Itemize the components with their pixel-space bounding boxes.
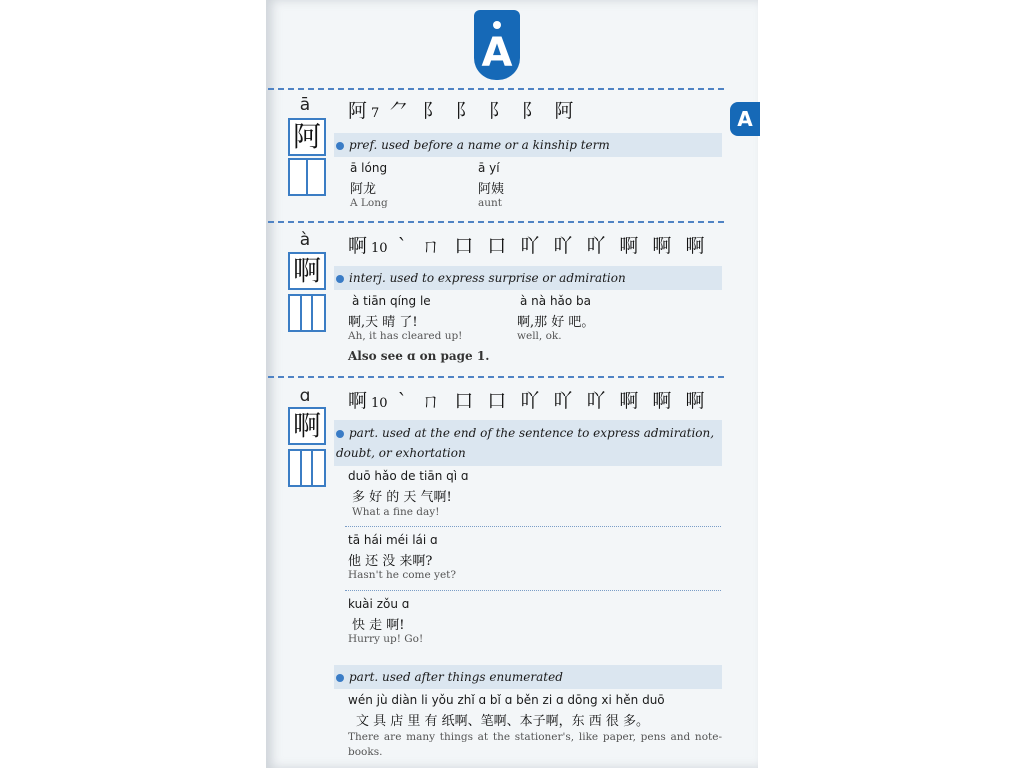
stroke-order [348, 96, 578, 123]
example-pinyin: ā lóng [350, 161, 388, 175]
stroke-count: 7 [371, 106, 380, 121]
headword-pinyin: à [299, 230, 311, 250]
definition-text: part. used at the end of the sentence to express admiration, doubt, or exhortation [336, 426, 715, 460]
example-hanzi: 文 具 店 里 有 纸啊、笔啊、本子啊，东 西 很 多。 [356, 714, 650, 729]
bullet-icon [336, 275, 344, 283]
stroke-sequence: ˋ ㄇ 口 口 吖 吖 吖 啊 啊 啊 [397, 390, 709, 412]
side-index-tab[interactable]: A [730, 102, 760, 136]
example-hanzi: 啊,天 晴 了! [348, 315, 418, 330]
bullet-icon [336, 674, 344, 682]
bullet-icon [336, 430, 344, 438]
example-hanzi: 阿姨 [478, 182, 505, 197]
example-pinyin: ā yí [478, 161, 500, 175]
writing-grid [288, 294, 326, 332]
definition [336, 268, 720, 288]
stroke-char: 啊 [348, 390, 372, 412]
example-pinyin: à tiān qíng le [352, 294, 431, 308]
example-pinyin: wén jù diàn li yǒu zhǐ ɑ bǐ ɑ běn zi ɑ dōng xi hěn duō [348, 693, 665, 707]
example-english: well, ok. [517, 330, 562, 342]
stroke-char: 啊 [348, 235, 372, 257]
example-hanzi: 多 好 的 天 气啊! [352, 490, 452, 505]
example-english: Hasn't he come yet? [348, 569, 457, 581]
example-english: There are many things at the stationer's, like paper, pens and note-books. [348, 731, 722, 758]
headword-character: 啊 [288, 252, 326, 290]
example-pinyin: duō hǎo de tiān qì ɑ [348, 469, 469, 483]
example-divider [345, 526, 721, 527]
example-english: Hurry up! Go! [348, 633, 424, 645]
example-english: What a fine day! [352, 506, 440, 518]
entry-separator [268, 376, 724, 378]
headword-character: 啊 [288, 407, 326, 445]
example-english: A Long [350, 197, 388, 209]
definition-text: pref. used before a name or a kinship term [349, 138, 610, 152]
stroke-order [348, 386, 708, 413]
example-divider [345, 590, 721, 591]
entry-separator [268, 88, 724, 90]
badge-dot [493, 21, 501, 29]
example-english: Ah, it has cleared up! [348, 330, 463, 342]
definition [336, 423, 720, 463]
example-pinyin: tā hái méi lái ɑ [348, 533, 438, 547]
example-hanzi: 快 走 啊! [352, 618, 405, 633]
stroke-char: 阿 [348, 100, 372, 122]
stroke-order [348, 231, 708, 258]
example-hanzi: 阿龙 [350, 182, 377, 197]
writing-grid [288, 158, 326, 196]
headword-pinyin: ā [299, 95, 311, 115]
example-english: aunt [478, 197, 503, 209]
definition-text: part. used after things enumerated [349, 670, 563, 684]
definition-text: interj. used to express surprise or admiration [349, 271, 626, 285]
definition [336, 135, 720, 155]
stroke-sequence: ⺈ 阝 阝 阝 阝 阿 [389, 100, 578, 122]
headword-pinyin: ɑ [299, 386, 311, 406]
writing-grid [288, 449, 326, 487]
stroke-count: 10 [371, 396, 388, 411]
example-pinyin: kuài zǒu ɑ [348, 597, 410, 611]
section-letter-badge [474, 10, 520, 80]
bullet-icon [336, 142, 344, 150]
example-pinyin: à nà hǎo ba [520, 294, 592, 308]
definition [336, 667, 720, 687]
stroke-sequence: ˋ ㄇ 口 口 吖 吖 吖 啊 啊 啊 [397, 235, 709, 257]
stroke-count: 10 [371, 241, 388, 256]
see-also-note: Also see ɑ on page 1. [348, 349, 490, 363]
example-hanzi: 啊,那 好 吧。 [517, 315, 595, 330]
example-hanzi: 他 还 没 来啊? [348, 554, 433, 569]
badge-letter: A [481, 30, 513, 76]
entry-separator [268, 221, 724, 223]
headword-character: 阿 [288, 118, 326, 156]
